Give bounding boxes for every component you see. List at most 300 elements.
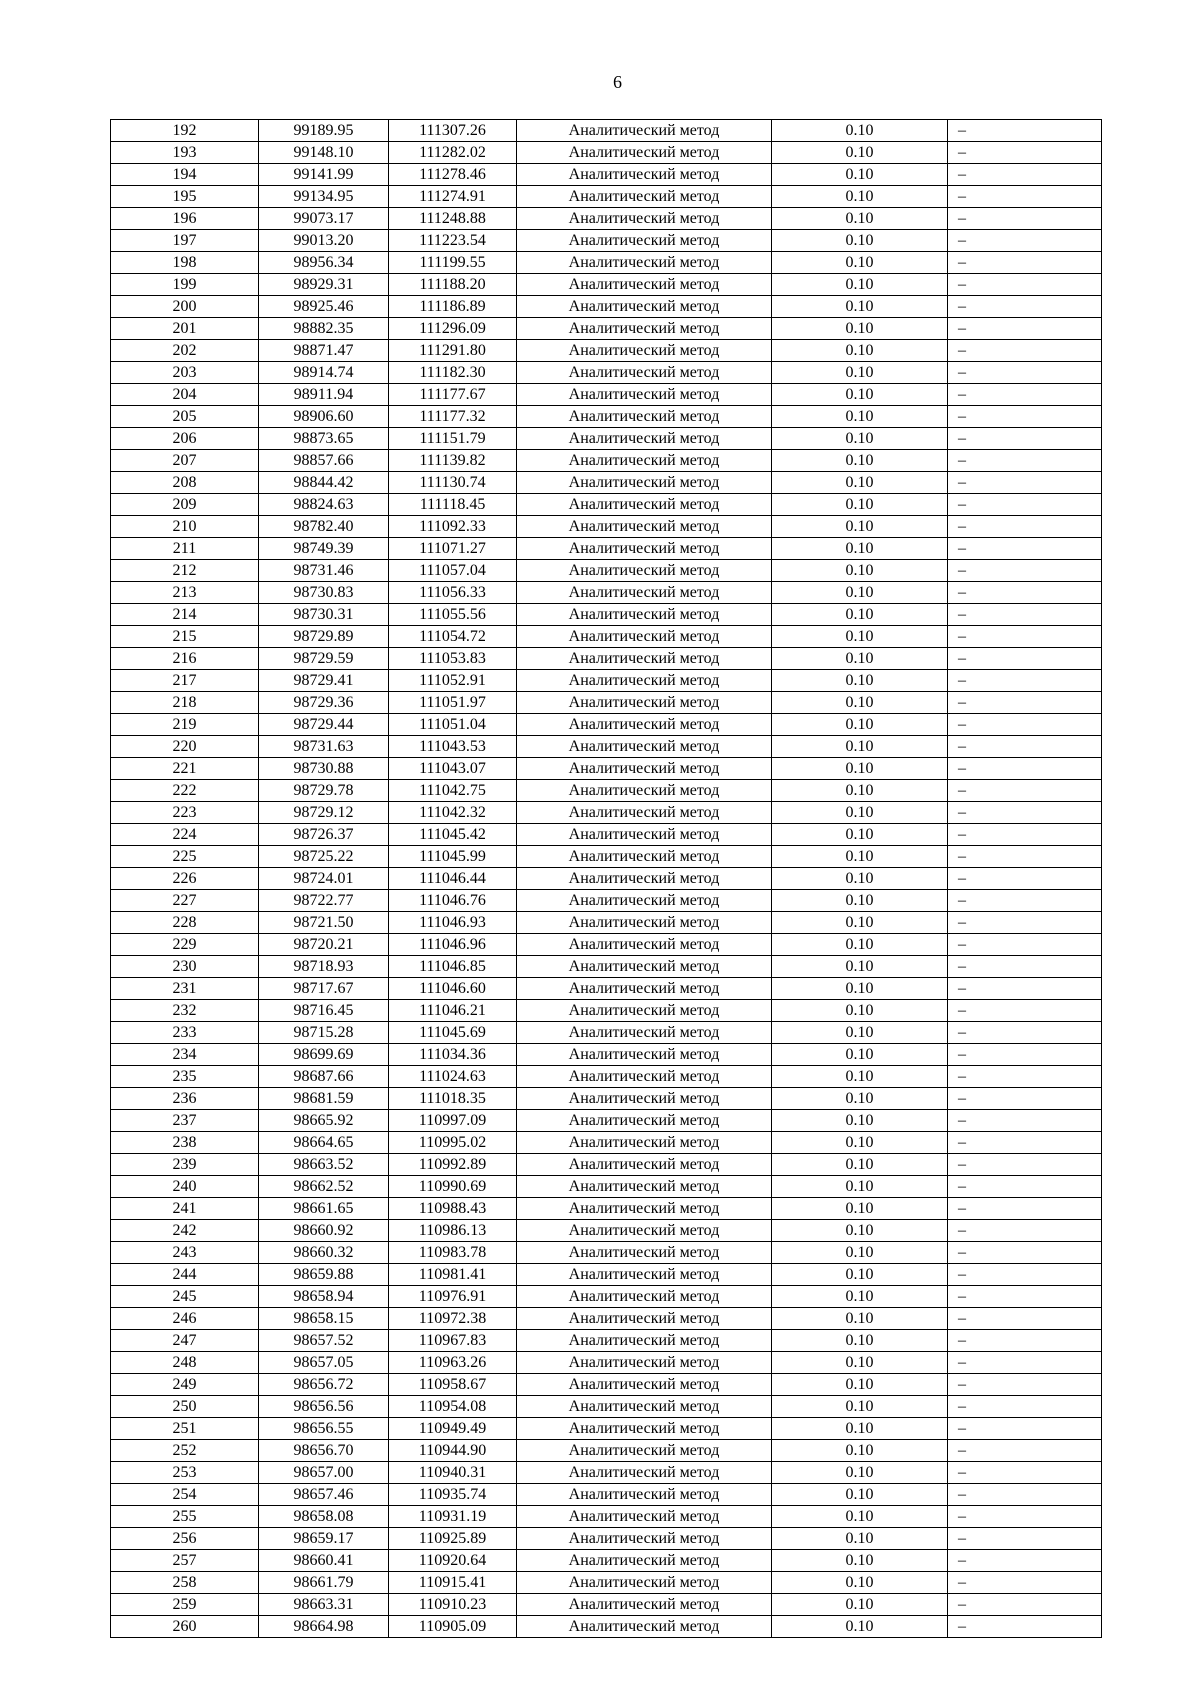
y-coordinate-cell: 111045.99	[389, 846, 517, 868]
table-row	[111, 318, 1102, 340]
y-coordinate-cell: 111042.75	[389, 780, 517, 802]
y-coordinate-cell: 110995.02	[389, 1132, 517, 1154]
x-coordinate-cell: 99148.10	[259, 142, 389, 164]
y-coordinate-cell: 111151.79	[389, 428, 517, 450]
table-row	[111, 230, 1102, 252]
coordinates-table	[110, 119, 1102, 1638]
x-coordinate-cell: 99134.95	[259, 186, 389, 208]
method-cell: Аналитический метод	[517, 120, 772, 142]
table-row	[111, 472, 1102, 494]
accuracy-cell: 0.10	[772, 934, 948, 956]
accuracy-cell: 0.10	[772, 1352, 948, 1374]
method-cell: Аналитический метод	[517, 692, 772, 714]
method-cell: Аналитический метод	[517, 1176, 772, 1198]
table-row	[111, 296, 1102, 318]
accuracy-cell: 0.10	[772, 164, 948, 186]
point-number-cell: 237	[111, 1110, 259, 1132]
accuracy-cell: 0.10	[772, 1594, 948, 1616]
point-number-cell: 205	[111, 406, 259, 428]
y-coordinate-cell: 110972.38	[389, 1308, 517, 1330]
x-coordinate-cell: 98663.52	[259, 1154, 389, 1176]
x-coordinate-cell: 98729.78	[259, 780, 389, 802]
note-cell: –	[948, 1506, 1102, 1528]
page-number: 6	[613, 72, 622, 92]
y-coordinate-cell: 110944.90	[389, 1440, 517, 1462]
note-cell: –	[948, 296, 1102, 318]
table-row	[111, 1418, 1102, 1440]
note-cell: –	[948, 780, 1102, 802]
table-row	[111, 1022, 1102, 1044]
accuracy-cell: 0.10	[772, 1374, 948, 1396]
x-coordinate-cell: 98699.69	[259, 1044, 389, 1066]
table-row	[111, 1440, 1102, 1462]
x-coordinate-cell: 98731.63	[259, 736, 389, 758]
note-cell: –	[948, 934, 1102, 956]
table-row	[111, 802, 1102, 824]
y-coordinate-cell: 110915.41	[389, 1572, 517, 1594]
point-number-cell: 226	[111, 868, 259, 890]
y-coordinate-cell: 111056.33	[389, 582, 517, 604]
point-number-cell: 253	[111, 1462, 259, 1484]
method-cell: Аналитический метод	[517, 1264, 772, 1286]
x-coordinate-cell: 98911.94	[259, 384, 389, 406]
point-number-cell: 217	[111, 670, 259, 692]
method-cell: Аналитический метод	[517, 472, 772, 494]
table-row	[111, 1088, 1102, 1110]
y-coordinate-cell: 111043.07	[389, 758, 517, 780]
method-cell: Аналитический метод	[517, 1330, 772, 1352]
x-coordinate-cell: 98725.22	[259, 846, 389, 868]
method-cell: Аналитический метод	[517, 450, 772, 472]
note-cell: –	[948, 978, 1102, 1000]
point-number-cell: 208	[111, 472, 259, 494]
x-coordinate-cell: 98724.01	[259, 868, 389, 890]
x-coordinate-cell: 98661.65	[259, 1198, 389, 1220]
x-coordinate-cell: 99013.20	[259, 230, 389, 252]
note-cell: –	[948, 1220, 1102, 1242]
accuracy-cell: 0.10	[772, 1066, 948, 1088]
note-cell: –	[948, 450, 1102, 472]
point-number-cell: 258	[111, 1572, 259, 1594]
note-cell: –	[948, 846, 1102, 868]
method-cell: Аналитический метод	[517, 1132, 772, 1154]
accuracy-cell: 0.10	[772, 428, 948, 450]
point-number-cell: 212	[111, 560, 259, 582]
table-row	[111, 362, 1102, 384]
point-number-cell: 200	[111, 296, 259, 318]
note-cell: –	[948, 1374, 1102, 1396]
method-cell: Аналитический метод	[517, 604, 772, 626]
point-number-cell: 201	[111, 318, 259, 340]
point-number-cell: 204	[111, 384, 259, 406]
accuracy-cell: 0.10	[772, 120, 948, 142]
x-coordinate-cell: 98657.05	[259, 1352, 389, 1374]
point-number-cell: 241	[111, 1198, 259, 1220]
y-coordinate-cell: 111139.82	[389, 450, 517, 472]
point-number-cell: 235	[111, 1066, 259, 1088]
y-coordinate-cell: 110997.09	[389, 1110, 517, 1132]
table-row	[111, 1220, 1102, 1242]
y-coordinate-cell: 110976.91	[389, 1286, 517, 1308]
point-number-cell: 220	[111, 736, 259, 758]
note-cell: –	[948, 604, 1102, 626]
y-coordinate-cell: 111024.63	[389, 1066, 517, 1088]
x-coordinate-cell: 98729.44	[259, 714, 389, 736]
note-cell: –	[948, 648, 1102, 670]
method-cell: Аналитический метод	[517, 1462, 772, 1484]
y-coordinate-cell: 111092.33	[389, 516, 517, 538]
accuracy-cell: 0.10	[772, 1088, 948, 1110]
table-row	[111, 428, 1102, 450]
point-number-cell: 257	[111, 1550, 259, 1572]
method-cell: Аналитический метод	[517, 406, 772, 428]
method-cell: Аналитический метод	[517, 626, 772, 648]
x-coordinate-cell: 98664.98	[259, 1616, 389, 1638]
x-coordinate-cell: 98730.88	[259, 758, 389, 780]
note-cell: –	[948, 1154, 1102, 1176]
y-coordinate-cell: 110935.74	[389, 1484, 517, 1506]
x-coordinate-cell: 98664.65	[259, 1132, 389, 1154]
method-cell: Аналитический метод	[517, 736, 772, 758]
method-cell: Аналитический метод	[517, 582, 772, 604]
point-number-cell: 216	[111, 648, 259, 670]
accuracy-cell: 0.10	[772, 1220, 948, 1242]
table-row	[111, 208, 1102, 230]
x-coordinate-cell: 98658.08	[259, 1506, 389, 1528]
table-row	[111, 1396, 1102, 1418]
point-number-cell: 210	[111, 516, 259, 538]
accuracy-cell: 0.10	[772, 1044, 948, 1066]
note-cell: –	[948, 252, 1102, 274]
y-coordinate-cell: 111248.88	[389, 208, 517, 230]
accuracy-cell: 0.10	[772, 340, 948, 362]
table-row	[111, 340, 1102, 362]
note-cell: –	[948, 1088, 1102, 1110]
table-row	[111, 142, 1102, 164]
note-cell: –	[948, 406, 1102, 428]
x-coordinate-cell: 98656.56	[259, 1396, 389, 1418]
point-number-cell: 227	[111, 890, 259, 912]
y-coordinate-cell: 111046.76	[389, 890, 517, 912]
y-coordinate-cell: 111052.91	[389, 670, 517, 692]
point-number-cell: 213	[111, 582, 259, 604]
method-cell: Аналитический метод	[517, 1440, 772, 1462]
method-cell: Аналитический метод	[517, 1352, 772, 1374]
accuracy-cell: 0.10	[772, 780, 948, 802]
accuracy-cell: 0.10	[772, 1572, 948, 1594]
note-cell: –	[948, 1176, 1102, 1198]
note-cell: –	[948, 1572, 1102, 1594]
x-coordinate-cell: 98681.59	[259, 1088, 389, 1110]
point-number-cell: 242	[111, 1220, 259, 1242]
x-coordinate-cell: 99141.99	[259, 164, 389, 186]
note-cell: –	[948, 1132, 1102, 1154]
table-row	[111, 1506, 1102, 1528]
point-number-cell: 240	[111, 1176, 259, 1198]
note-cell: –	[948, 384, 1102, 406]
table-row	[111, 252, 1102, 274]
table-row	[111, 384, 1102, 406]
point-number-cell: 243	[111, 1242, 259, 1264]
method-cell: Аналитический метод	[517, 1308, 772, 1330]
point-number-cell: 252	[111, 1440, 259, 1462]
accuracy-cell: 0.10	[772, 450, 948, 472]
table-row	[111, 934, 1102, 956]
method-cell: Аналитический метод	[517, 890, 772, 912]
point-number-cell: 209	[111, 494, 259, 516]
x-coordinate-cell: 99189.95	[259, 120, 389, 142]
x-coordinate-cell: 98656.72	[259, 1374, 389, 1396]
accuracy-cell: 0.10	[772, 648, 948, 670]
x-coordinate-cell: 98729.89	[259, 626, 389, 648]
method-cell: Аналитический метод	[517, 1110, 772, 1132]
x-coordinate-cell: 98656.70	[259, 1440, 389, 1462]
method-cell: Аналитический метод	[517, 780, 772, 802]
note-cell: –	[948, 120, 1102, 142]
note-cell: –	[948, 142, 1102, 164]
note-cell: –	[948, 230, 1102, 252]
point-number-cell: 193	[111, 142, 259, 164]
x-coordinate-cell: 98729.59	[259, 648, 389, 670]
x-coordinate-cell: 98717.67	[259, 978, 389, 1000]
table-row	[111, 714, 1102, 736]
accuracy-cell: 0.10	[772, 978, 948, 1000]
note-cell: –	[948, 164, 1102, 186]
note-cell: –	[948, 824, 1102, 846]
note-cell: –	[948, 956, 1102, 978]
table-row	[111, 1198, 1102, 1220]
accuracy-cell: 0.10	[772, 186, 948, 208]
table-row	[111, 1066, 1102, 1088]
method-cell: Аналитический метод	[517, 208, 772, 230]
x-coordinate-cell: 98729.36	[259, 692, 389, 714]
note-cell: –	[948, 1550, 1102, 1572]
point-number-cell: 224	[111, 824, 259, 846]
note-cell: –	[948, 1110, 1102, 1132]
method-cell: Аналитический метод	[517, 1066, 772, 1088]
x-coordinate-cell: 98722.77	[259, 890, 389, 912]
x-coordinate-cell: 98873.65	[259, 428, 389, 450]
x-coordinate-cell: 98914.74	[259, 362, 389, 384]
y-coordinate-cell: 111188.20	[389, 274, 517, 296]
point-number-cell: 260	[111, 1616, 259, 1638]
table-row	[111, 1594, 1102, 1616]
method-cell: Аналитический метод	[517, 1594, 772, 1616]
y-coordinate-cell: 110925.89	[389, 1528, 517, 1550]
note-cell: –	[948, 560, 1102, 582]
x-coordinate-cell: 98657.52	[259, 1330, 389, 1352]
point-number-cell: 255	[111, 1506, 259, 1528]
point-number-cell: 229	[111, 934, 259, 956]
point-number-cell: 232	[111, 1000, 259, 1022]
x-coordinate-cell: 98665.92	[259, 1110, 389, 1132]
x-coordinate-cell: 98782.40	[259, 516, 389, 538]
method-cell: Аналитический метод	[517, 758, 772, 780]
point-number-cell: 206	[111, 428, 259, 450]
y-coordinate-cell: 110920.64	[389, 1550, 517, 1572]
y-coordinate-cell: 111057.04	[389, 560, 517, 582]
accuracy-cell: 0.10	[772, 846, 948, 868]
y-coordinate-cell: 110931.19	[389, 1506, 517, 1528]
x-coordinate-cell: 98726.37	[259, 824, 389, 846]
x-coordinate-cell: 98658.15	[259, 1308, 389, 1330]
method-cell: Аналитический метод	[517, 1484, 772, 1506]
y-coordinate-cell: 110983.78	[389, 1242, 517, 1264]
table-row	[111, 692, 1102, 714]
table-row	[111, 626, 1102, 648]
table-row	[111, 1264, 1102, 1286]
method-cell: Аналитический метод	[517, 714, 772, 736]
accuracy-cell: 0.10	[772, 318, 948, 340]
accuracy-cell: 0.10	[772, 1132, 948, 1154]
accuracy-cell: 0.10	[772, 472, 948, 494]
accuracy-cell: 0.10	[772, 736, 948, 758]
table-row	[111, 1132, 1102, 1154]
accuracy-cell: 0.10	[772, 208, 948, 230]
y-coordinate-cell: 111278.46	[389, 164, 517, 186]
accuracy-cell: 0.10	[772, 890, 948, 912]
note-cell: –	[948, 1330, 1102, 1352]
table-row	[111, 1484, 1102, 1506]
point-number-cell: 247	[111, 1330, 259, 1352]
table-row	[111, 736, 1102, 758]
method-cell: Аналитический метод	[517, 1550, 772, 1572]
accuracy-cell: 0.10	[772, 758, 948, 780]
note-cell: –	[948, 274, 1102, 296]
accuracy-cell: 0.10	[772, 1286, 948, 1308]
method-cell: Аналитический метод	[517, 428, 772, 450]
accuracy-cell: 0.10	[772, 626, 948, 648]
x-coordinate-cell: 98656.55	[259, 1418, 389, 1440]
method-cell: Аналитический метод	[517, 1088, 772, 1110]
method-cell: Аналитический метод	[517, 1506, 772, 1528]
note-cell: –	[948, 1440, 1102, 1462]
table-row	[111, 868, 1102, 890]
table-row	[111, 956, 1102, 978]
table-row	[111, 670, 1102, 692]
method-cell: Аналитический метод	[517, 296, 772, 318]
y-coordinate-cell: 110905.09	[389, 1616, 517, 1638]
accuracy-cell: 0.10	[772, 142, 948, 164]
note-cell: –	[948, 1396, 1102, 1418]
note-cell: –	[948, 1308, 1102, 1330]
accuracy-cell: 0.10	[772, 1154, 948, 1176]
y-coordinate-cell: 110949.49	[389, 1418, 517, 1440]
point-number-cell: 202	[111, 340, 259, 362]
point-number-cell: 233	[111, 1022, 259, 1044]
table-row	[111, 1044, 1102, 1066]
y-coordinate-cell: 111045.69	[389, 1022, 517, 1044]
note-cell: –	[948, 1616, 1102, 1638]
method-cell: Аналитический метод	[517, 142, 772, 164]
accuracy-cell: 0.10	[772, 1484, 948, 1506]
note-cell: –	[948, 1044, 1102, 1066]
point-number-cell: 231	[111, 978, 259, 1000]
accuracy-cell: 0.10	[772, 1308, 948, 1330]
x-coordinate-cell: 98730.31	[259, 604, 389, 626]
y-coordinate-cell: 111071.27	[389, 538, 517, 560]
x-coordinate-cell: 98716.45	[259, 1000, 389, 1022]
note-cell: –	[948, 186, 1102, 208]
point-number-cell: 236	[111, 1088, 259, 1110]
note-cell: –	[948, 208, 1102, 230]
table-row	[111, 1352, 1102, 1374]
table-row	[111, 1462, 1102, 1484]
accuracy-cell: 0.10	[772, 296, 948, 318]
y-coordinate-cell: 111274.91	[389, 186, 517, 208]
x-coordinate-cell: 98844.42	[259, 472, 389, 494]
method-cell: Аналитический метод	[517, 1616, 772, 1638]
note-cell: –	[948, 714, 1102, 736]
y-coordinate-cell: 111291.80	[389, 340, 517, 362]
method-cell: Аналитический метод	[517, 1044, 772, 1066]
y-coordinate-cell: 111177.32	[389, 406, 517, 428]
y-coordinate-cell: 110988.43	[389, 1198, 517, 1220]
y-coordinate-cell: 111186.89	[389, 296, 517, 318]
x-coordinate-cell: 98749.39	[259, 538, 389, 560]
accuracy-cell: 0.10	[772, 1506, 948, 1528]
accuracy-cell: 0.10	[772, 1396, 948, 1418]
y-coordinate-cell: 111046.60	[389, 978, 517, 1000]
accuracy-cell: 0.10	[772, 252, 948, 274]
note-cell: –	[948, 868, 1102, 890]
note-cell: –	[948, 1000, 1102, 1022]
y-coordinate-cell: 111307.26	[389, 120, 517, 142]
point-number-cell: 211	[111, 538, 259, 560]
table-row	[111, 1242, 1102, 1264]
y-coordinate-cell: 110992.89	[389, 1154, 517, 1176]
accuracy-cell: 0.10	[772, 714, 948, 736]
accuracy-cell: 0.10	[772, 604, 948, 626]
method-cell: Аналитический метод	[517, 1396, 772, 1418]
accuracy-cell: 0.10	[772, 1242, 948, 1264]
y-coordinate-cell: 111046.44	[389, 868, 517, 890]
method-cell: Аналитический метод	[517, 362, 772, 384]
point-number-cell: 203	[111, 362, 259, 384]
table-row	[111, 604, 1102, 626]
point-number-cell: 251	[111, 1418, 259, 1440]
y-coordinate-cell: 111051.97	[389, 692, 517, 714]
table-row	[111, 1528, 1102, 1550]
method-cell: Аналитический метод	[517, 1220, 772, 1242]
x-coordinate-cell: 98657.00	[259, 1462, 389, 1484]
table-row	[111, 538, 1102, 560]
y-coordinate-cell: 111130.74	[389, 472, 517, 494]
accuracy-cell: 0.10	[772, 824, 948, 846]
table-row	[111, 406, 1102, 428]
method-cell: Аналитический метод	[517, 1286, 772, 1308]
method-cell: Аналитический метод	[517, 340, 772, 362]
x-coordinate-cell: 98730.83	[259, 582, 389, 604]
x-coordinate-cell: 98731.46	[259, 560, 389, 582]
method-cell: Аналитический метод	[517, 1154, 772, 1176]
note-cell: –	[948, 1264, 1102, 1286]
table-row	[111, 120, 1102, 142]
x-coordinate-cell: 98715.28	[259, 1022, 389, 1044]
x-coordinate-cell: 99073.17	[259, 208, 389, 230]
note-cell: –	[948, 1462, 1102, 1484]
note-cell: –	[948, 736, 1102, 758]
method-cell: Аналитический метод	[517, 670, 772, 692]
table-row	[111, 780, 1102, 802]
note-cell: –	[948, 890, 1102, 912]
note-cell: –	[948, 494, 1102, 516]
x-coordinate-cell: 98882.35	[259, 318, 389, 340]
accuracy-cell: 0.10	[772, 1440, 948, 1462]
method-cell: Аналитический метод	[517, 934, 772, 956]
x-coordinate-cell: 98662.52	[259, 1176, 389, 1198]
y-coordinate-cell: 110990.69	[389, 1176, 517, 1198]
